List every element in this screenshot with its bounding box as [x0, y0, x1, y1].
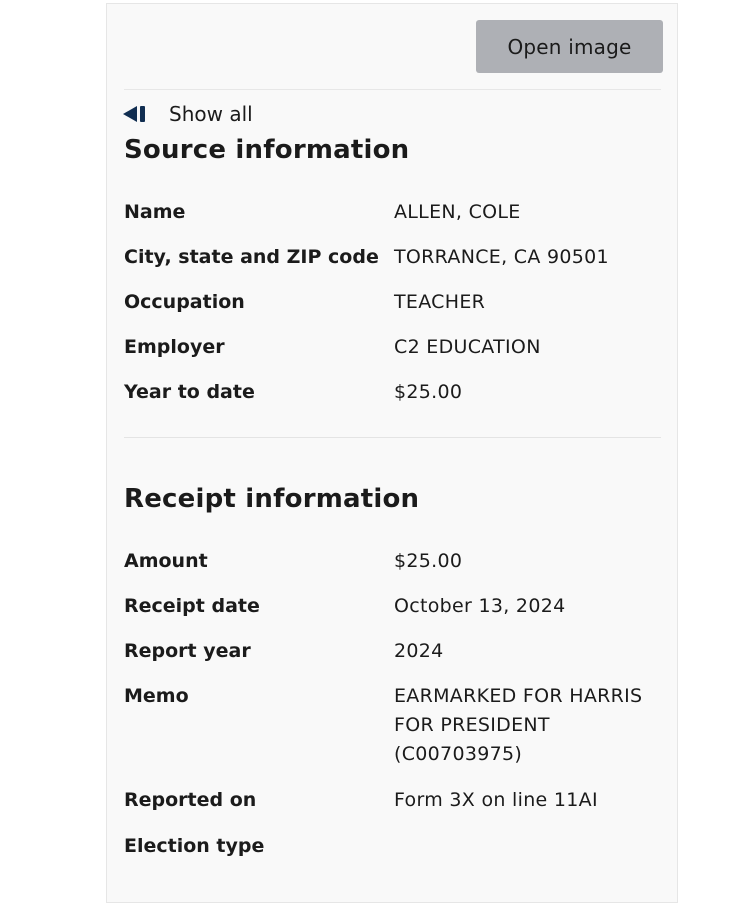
receipt-detail-panel: [106, 3, 678, 903]
collapse-left-icon: [123, 105, 147, 123]
row-value: ALLEN, COLE: [394, 201, 521, 223]
row-value: $25.00: [394, 550, 463, 572]
row-value: EARMARKED FOR HARRIS FOR PRESIDENT (C00703975): [394, 685, 643, 765]
row-value: 2024: [394, 640, 444, 662]
row-label: Name: [124, 201, 186, 223]
row-label: Occupation: [124, 291, 245, 313]
row-label: Report year: [124, 640, 251, 662]
row-label: City, state and ZIP code: [124, 246, 379, 268]
section-divider: [124, 437, 661, 438]
open-image-button[interactable]: Open image: [476, 20, 663, 73]
show-all-label: Show all: [169, 102, 253, 126]
row-label: Memo: [124, 685, 189, 707]
row-label: Election type: [124, 835, 265, 857]
row-value: TORRANCE, CA 90501: [394, 246, 609, 268]
row-value: $25.00: [394, 381, 463, 403]
row-value: Form 3X on line 11AI: [394, 789, 598, 811]
row-value: TEACHER: [394, 291, 486, 313]
show-all-toggle[interactable]: [123, 99, 253, 129]
row-label: Reported on: [124, 789, 257, 811]
row-value: October 13, 2024: [394, 595, 566, 617]
receipt-info-title: Receipt information: [124, 484, 420, 514]
toolbar-divider: [124, 89, 661, 90]
source-info-title: Source information: [124, 135, 410, 165]
row-label: Year to date: [124, 381, 255, 403]
row-label: Amount: [124, 550, 208, 572]
row-label: Employer: [124, 336, 225, 358]
row-value: C2 EDUCATION: [394, 336, 541, 358]
row-label: Receipt date: [124, 595, 260, 617]
